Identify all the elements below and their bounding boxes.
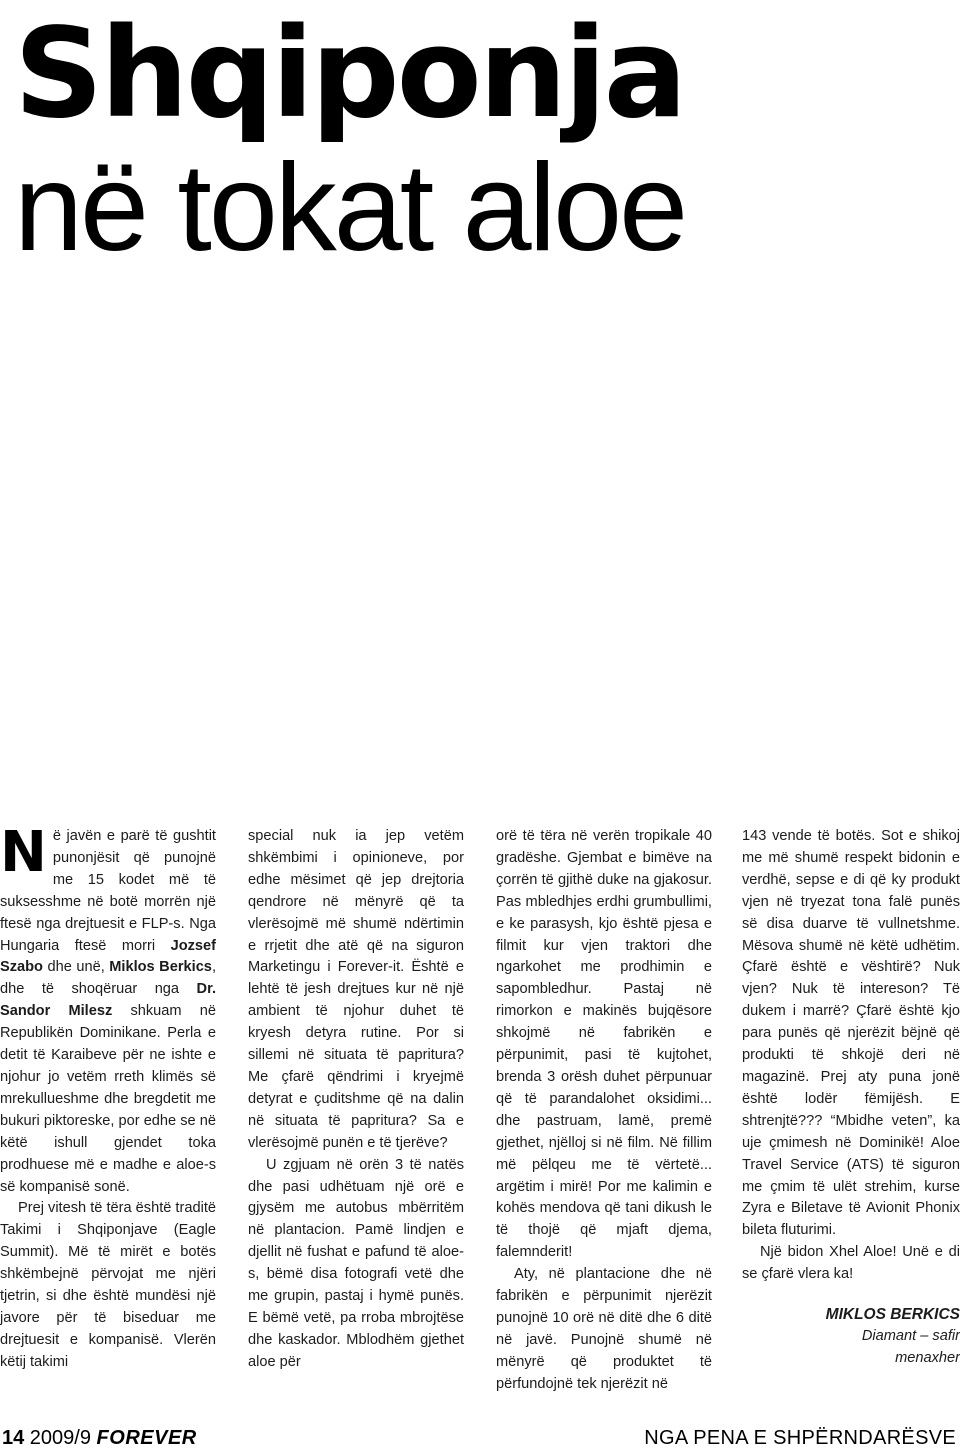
article-subtitle: në tokat aloe	[14, 139, 686, 277]
paragraph-text: ë javën e parë të gushtit punonjësit që punojnë me 15 kodet më të suksesshme në botë morrën një ftesë nga drejtuesit e FLP-s. Nga Hungaria ftesë morri	[0, 828, 216, 954]
article-column-1	[0, 820, 216, 1374]
paragraph: special nuk ia jep vetëm shkëmbimi i opinioneve, por edhe mësimet që jep drejtoria qendrore në mënyrë që ta vlerësojmë më shumë ndërtimin e rrjetit dhe atë që na siguron Marketingu i Forever-it. Është e lehtë të jesh drejtues kur në një ambient të njohur duhet të kryesh detyra rutine. Por si sillemi në situata të papritura? Me çfarë qëndrimi i kryejmë detyrat e çuditshme që na dalin në situata të papritura? Sa e vlerësojmë punën e të tjerëve?	[248, 828, 464, 1151]
paragraph: Një bidon Xhel Aloe! Unë e di se çfarë vlera ka!	[742, 1244, 960, 1283]
drop-cap: N	[0, 820, 47, 885]
paragraph: U zgjuam në orën 3 të natës dhe pasi udhëtuam një orë e gjysëm me autobus mbërritëm në plantacion. Pamë lindjen e djellit në fushat e pafund të aloe-s, bëmë disa fotografi vetë dhe me grupin, pastaj i hymë punës. E bëmë vetë, pa rroba mbrojtëse dhe kaskador. Mblodhëm gjethet aloe për	[248, 1156, 464, 1370]
paragraph-text: , dhe të shoqëruar nga	[0, 959, 216, 998]
page-number: 14	[2, 1427, 25, 1449]
issue-number: 2009/9	[24, 1427, 97, 1449]
paragraph-text: dhe unë,	[42, 959, 110, 976]
person-name: Miklos Berkics	[109, 959, 212, 976]
magazine-name: FOREVER	[96, 1427, 197, 1449]
author-rank: Diamant – safir	[861, 1327, 960, 1344]
paragraph: Aty, në plantacione dhe në fabrikën e përpunimit njerëzit punojnë 10 orë në ditë dhe 6 ditë në javë. Punojnë shumë në mënyrë që produktet të përfundojnë tek njerëzit në	[496, 1266, 712, 1392]
paragraph: 143 vende të botës. Sot e shikoj me më shumë respekt bidonin e verdhë, sepse e di që ky produkt vjen në tryezat tona falë punës së disa duarve të vullnetshme. Mësova shumë në këtë udhëtim. Çfarë është e vështirë? Nuk vjen? Nuk të intereson? Të dukem i marrë? Çfarë është kjo para punës që njerëzit bëjnë që produkti të shkojë deri në magazinë. Prej aty puna jonë është lodër fëmijësh. E shtrenjtë??? “Mbidhe veten”, ka uje çmimesh në Dominikë! Aloe Travel Service (ATS) të siguron me çmim të ulët strehim, kurse Zyra e Biletave të Avionit Phonix bileta fluturimi.	[742, 828, 960, 1239]
section-name: NGA PENA E SHPËRNDARËSVE	[644, 1427, 956, 1449]
author-name: MIKLOS BERKICS	[825, 1306, 960, 1324]
page-footer-left	[2, 1426, 197, 1450]
article-title: Shqiponja	[14, 2, 685, 146]
person-name: Jozsef Szabo	[0, 937, 216, 976]
paragraph	[0, 820, 216, 1198]
article-column-3	[496, 826, 712, 1396]
article-column-2	[248, 826, 464, 1374]
article-column-4	[742, 826, 960, 1370]
paragraph-text: shkuam në Republikën Dominikane. Perla e detit të Karaibeve për ne ishte e njohur jo vetëm rreth klimës së mrekullueshme dhe bregdetit me bukuri piktoreske, por edhe se në këtë ishull gjendet toka prodhuese më e madhe e aloe-s së kompanisë sonë.	[0, 1003, 216, 1195]
person-name: Dr. Sandor Milesz	[0, 981, 216, 1020]
author-signature	[742, 1304, 960, 1370]
paragraph: orë të tëra në verën tropikale 40 gradëshe. Gjembat e bimëve na çorrën të gjithë duke na gjakosur. Pas mbledhjes erdhi grumbullimi, e ke parasysh, kjo është pjesa e filmit kur vjen traktori dhe ngarkohet me prodhimin e sapombledhur. Pastaj në rimorkon e makinës bujqësore shkojmë në fabrikën e përpunimit, pasi të kujtohet, brenda 3 orësh duhet përpunuar që të parandalohet oksidimi... dhe pastruam, lamë, premë gjethet, njëlloj si në film. Në fillim më pëlqeu me të vërtetë... argëtim i mirë! Por me kalimin e kohës mendova që tani dikush le të thojë që mjaft djema, falemnderit!	[496, 828, 712, 1261]
paragraph: Prej vitesh të tëra është traditë Takimi i Shqiponjave (Eagle Summit). Më të mirët e botës shkëmbejnë përvojat me njëri tjetrin, si dhe është mundësi një javore për të biseduar me drejtuesit e kompanisë. Vlerën këtij takimi	[0, 1200, 216, 1370]
author-title: menaxher	[895, 1349, 960, 1366]
